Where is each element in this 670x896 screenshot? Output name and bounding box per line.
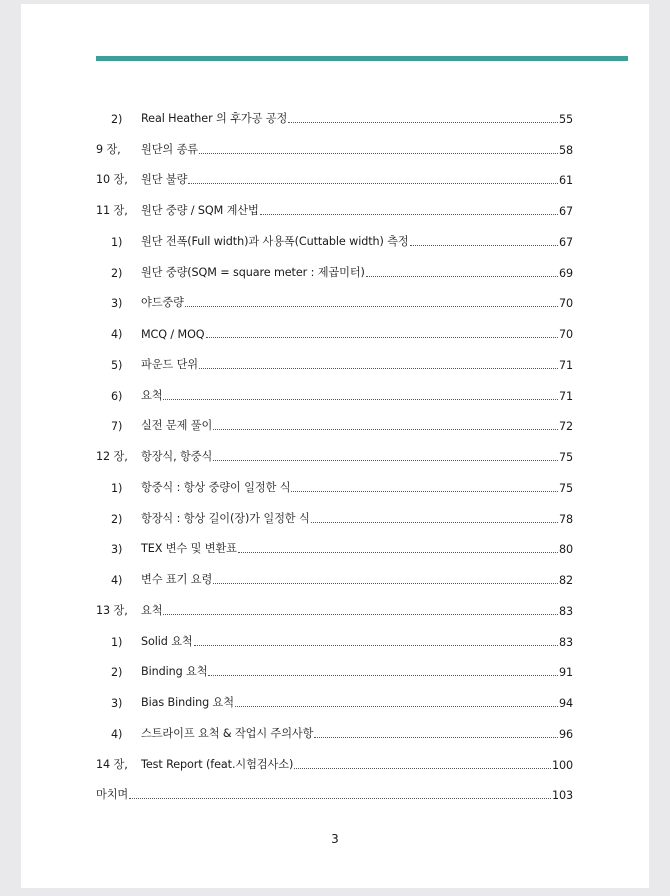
toc-dot-leader xyxy=(291,491,558,492)
toc-entry-title: TEX 변수 및 변환표 xyxy=(141,542,237,556)
toc-entry[interactable] xyxy=(96,526,573,557)
toc-dot-leader xyxy=(185,306,558,307)
toc-dot-leader xyxy=(260,214,558,215)
toc-entry-title: 항중식 : 항상 중량이 일정한 식 xyxy=(141,480,291,494)
toc-entry[interactable] xyxy=(96,464,573,495)
toc-entry-title: 야드중량 xyxy=(141,296,184,310)
toc-entry-number: 14 장, xyxy=(96,757,128,771)
toc-entry-page: 82 xyxy=(558,574,573,587)
toc-entry-page: 55 xyxy=(558,112,573,126)
toc-entry-number: 3) xyxy=(111,297,123,311)
toc-entry-number: 3) xyxy=(111,543,123,557)
toc-entry[interactable] xyxy=(96,556,573,587)
toc-entry-number: 12 장, xyxy=(96,450,128,463)
toc-entry-title: 원단 불량 xyxy=(141,173,188,187)
toc-dot-leader xyxy=(213,583,558,584)
toc-dot-leader xyxy=(206,337,558,338)
toc-entry-page: 100 xyxy=(551,758,573,772)
toc-entry-title: 원단 중량(SQM = square meter : 제곱미터) xyxy=(141,265,365,279)
toc-entry-number: 4) xyxy=(111,328,123,341)
toc-entry[interactable] xyxy=(96,95,573,126)
toc-entry[interactable] xyxy=(96,649,573,680)
toc-entry-number: 2) xyxy=(111,266,123,280)
toc-entry-number: 1) xyxy=(111,481,123,495)
toc-entry-page: 72 xyxy=(558,420,573,434)
toc-dot-leader xyxy=(129,798,551,799)
toc-entry-number: 13 장, xyxy=(96,603,128,617)
toc-entry-page: 67 xyxy=(558,205,573,218)
toc-entry-number: 2) xyxy=(111,666,123,680)
toc-entry-number: 11 장, xyxy=(96,204,128,217)
toc-entry-number: 1) xyxy=(111,635,123,649)
toc-entry-title: 스트라이프 요척 & 작업시 주의사항 xyxy=(141,726,314,740)
toc-entry-number: 4) xyxy=(111,574,123,587)
toc-dot-leader xyxy=(311,522,558,523)
toc-dot-leader xyxy=(235,706,558,707)
toc-dot-leader xyxy=(163,399,558,400)
toc-entry-number: 1) xyxy=(111,235,123,249)
toc-entry[interactable] xyxy=(96,587,573,618)
toc-entry-title: 요척 xyxy=(141,388,163,402)
toc-dot-leader xyxy=(163,614,558,615)
toc-entry[interactable] xyxy=(96,310,573,341)
toc-entry[interactable] xyxy=(96,218,573,249)
toc-entry-page: 70 xyxy=(558,328,573,341)
toc-dot-leader xyxy=(208,675,558,676)
toc-entry-number: 4) xyxy=(111,727,123,741)
toc-entry[interactable] xyxy=(96,741,573,772)
toc-entry-number: 6) xyxy=(111,389,123,403)
toc-entry[interactable] xyxy=(96,618,573,649)
toc-entry-page: 78 xyxy=(558,512,573,526)
page-number: 3 xyxy=(331,832,339,846)
toc-entry-number: 3) xyxy=(111,697,123,710)
toc-dot-leader xyxy=(213,429,558,430)
toc-entry-title: 항장식 : 항상 길이(장)가 일정한 식 xyxy=(141,511,310,525)
toc-entry-page: 67 xyxy=(558,235,573,249)
toc-entry-title: Bias Binding 요척 xyxy=(141,696,234,709)
toc-entry-page: 96 xyxy=(558,727,573,741)
toc-entry-page: 70 xyxy=(558,297,573,311)
toc-dot-leader xyxy=(294,768,551,769)
toc-entry[interactable] xyxy=(96,157,573,188)
toc-entry-page: 71 xyxy=(558,389,573,403)
toc-dot-leader xyxy=(199,153,558,154)
toc-entry[interactable] xyxy=(96,341,573,372)
toc-entry-title: 원단 전폭(Full width)과 사용폭(Cuttable width) 측정 xyxy=(141,234,409,248)
toc-entry-number: 2) xyxy=(111,112,123,126)
toc-entry-page: 61 xyxy=(558,174,573,188)
toc-entry-title: Test Report (feat.시험검사소) xyxy=(141,757,294,771)
toc-entry-title: 변수 표기 요령 xyxy=(141,573,213,586)
toc-entry[interactable] xyxy=(96,433,573,464)
toc-entry-page: 69 xyxy=(558,266,573,280)
toc-dot-leader xyxy=(194,645,558,646)
toc-entry-title: 실전 문제 풀이 xyxy=(141,419,213,433)
toc-entry-page: 83 xyxy=(558,604,573,618)
toc-entry-page: 71 xyxy=(558,358,573,372)
toc-entry[interactable] xyxy=(96,280,573,311)
toc-entry-number: 2) xyxy=(111,512,123,526)
toc-dot-leader xyxy=(188,183,558,184)
toc-dot-leader xyxy=(288,122,558,123)
toc-entry-page: 58 xyxy=(558,143,573,157)
toc-entry-title: 마치며 xyxy=(96,788,129,802)
toc-entry-page: 75 xyxy=(558,481,573,495)
toc-dot-leader xyxy=(199,368,558,369)
toc-entry[interactable] xyxy=(96,710,573,741)
toc-entry-title: 요척 xyxy=(141,603,163,617)
toc-entry[interactable] xyxy=(96,249,573,280)
toc-dot-leader xyxy=(366,276,558,277)
toc-entry[interactable] xyxy=(96,679,573,710)
toc-entry-page: 75 xyxy=(558,451,573,464)
toc-entry-title: Solid 요척 xyxy=(141,634,193,648)
toc-entry[interactable] xyxy=(96,403,573,434)
toc-dot-leader xyxy=(238,552,558,553)
toc-entry-page: 80 xyxy=(558,543,573,557)
header-rule xyxy=(96,56,628,61)
toc-entry-number: 10 장, xyxy=(96,173,128,187)
toc-entry-title: 원단 중량 / SQM 계산법 xyxy=(141,204,259,217)
toc-dot-leader xyxy=(314,737,558,738)
toc-entry-title: Binding 요척 xyxy=(141,665,208,679)
toc-dot-leader xyxy=(213,460,558,461)
table-of-contents xyxy=(96,95,573,802)
toc-entry[interactable] xyxy=(96,495,573,526)
toc-entry-page: 94 xyxy=(558,697,573,710)
toc-entry[interactable] xyxy=(96,372,573,403)
toc-entry-page: 91 xyxy=(558,666,573,680)
toc-entry[interactable] xyxy=(96,187,573,218)
toc-entry-title: 원단의 종류 xyxy=(141,142,198,156)
toc-entry-page: 103 xyxy=(551,789,573,803)
toc-entry-title: MCQ / MOQ xyxy=(141,328,205,341)
toc-entry-title: Real Heather 의 후가공 공정 xyxy=(141,111,288,125)
toc-entry-number: 7) xyxy=(111,420,123,434)
toc-entry[interactable] xyxy=(96,772,573,803)
toc-entry-page: 83 xyxy=(558,635,573,649)
toc-entry-number: 9 장, xyxy=(96,142,121,156)
toc-entry-number: 5) xyxy=(111,358,123,372)
toc-entry-title: 파운드 단위 xyxy=(141,357,198,371)
toc-dot-leader xyxy=(410,245,558,246)
toc-entry[interactable] xyxy=(96,126,573,157)
document-page xyxy=(21,4,649,888)
toc-entry-title: 항장식, 항중식 xyxy=(141,450,213,463)
